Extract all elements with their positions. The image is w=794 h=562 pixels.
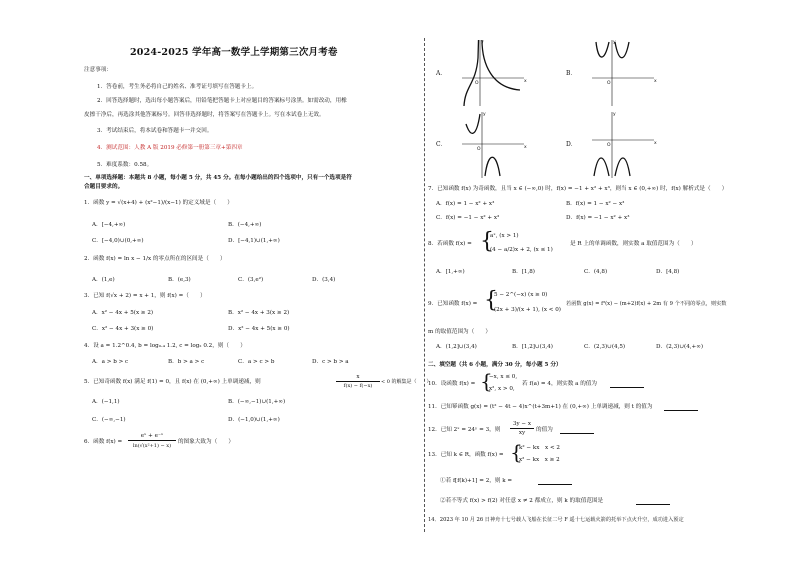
piecewise-case: k² − kx x < 2 (519, 445, 560, 451)
svg-text:y: y (483, 112, 486, 117)
answer-blank[interactable] (636, 499, 670, 505)
option-b: B．(−4,+∞) (228, 222, 262, 228)
column-divider (424, 38, 425, 532)
svg-text:x: x (524, 145, 527, 150)
page-title: 2024-2025 学年高一数学上学期第三次月考卷 (130, 47, 338, 58)
question-stem-cont: < 0 的解集是（ ） (381, 379, 432, 385)
brace-icon: { (480, 229, 494, 254)
option-c: C．(2,3)∪(4,5) (584, 344, 626, 350)
question-stem: 4．设 a = 1.2^0.4, b = log₀.₄ 1.2, c = log₂ 0.2，则（ ） (84, 343, 246, 349)
answer-blank[interactable] (538, 479, 572, 485)
notice-heading: 注意事项： (84, 67, 112, 73)
answer-blank[interactable] (560, 428, 594, 434)
graph-d (588, 110, 660, 180)
question-part-1: ①若 f[f(k)+1] = 2，则 k = (440, 478, 513, 484)
svg-text:O: O (607, 81, 611, 86)
question-stem: 11．已知幂函数 g(x) = (t² − 4t − 4)x^(t+3m+1) 在 (0,+∞) 上单调递减，则 t 的值为 (428, 404, 653, 410)
option-d: D．(−1,0)∪(1,+∞) (228, 417, 280, 423)
question-stem: 9．已知函数 f(x) = (428, 301, 478, 307)
svg-text:x: x (654, 141, 657, 146)
option-c: C．[−4,0)∪(0,+∞) (92, 238, 144, 244)
graph-label-d: D． (566, 141, 577, 148)
option-d: D．(3,4) (312, 277, 336, 283)
piecewise-case: (4 − a/2)x + 2, (x ≤ 1) (490, 247, 553, 253)
question-stem: 1．函数 y = √(x+4) + (x²−1)/(x−1) 的定义域是（ ） (84, 200, 233, 206)
section-heading: 一、单项选择题：本题共 8 小题，每小题 5 分，共 45 分。在每小题给出的四个选项中，只有一个选项是符 (84, 175, 352, 181)
section-heading: 二、填空题（共 6 小题，满分 30 分，每小题 5 分） (428, 362, 562, 368)
question-stem-cont: m 的取值范围为（ ） (428, 329, 492, 335)
brace-icon: { (480, 369, 493, 393)
option-a: A．(1,2]∪(3,4) (436, 344, 477, 350)
question-stem: 13．已知 k ∈ R，函数 f(x) = (428, 452, 504, 458)
answer-blank[interactable] (610, 382, 644, 388)
option-d: D．[4,8) (656, 269, 680, 275)
question-stem-cont: 的值为 (536, 427, 553, 433)
question-stem: 10．设函数 f(x) = (428, 381, 476, 387)
brace-icon: { (484, 288, 498, 313)
option-a: A．[1,+∞) (436, 269, 465, 275)
option-c: C．f(x) = −1 − x² + x³ (436, 215, 500, 221)
notice-item: 3．考试结束后，将本试卷和答题卡一并交回。 (97, 128, 213, 134)
piecewise-case: 5 − 2^(−x) (x ≥ 0) (494, 292, 548, 298)
option-c: C．(3,e²) (238, 277, 264, 283)
question-stem-cont: 若函数 g(x) = f²(x) − (m+2)f(x) + 2m 有 9 个不同的零点，则实数 (566, 301, 727, 307)
option-c: C．x² − 4x + 3(x ≥ 0) (92, 326, 154, 332)
option-a: A．[−4,+∞) (92, 222, 126, 228)
svg-text:x: x (654, 79, 657, 84)
svg-text:y: y (613, 40, 616, 45)
question-stem: 2．函数 f(x) = ln x − 1/x 的零点所在的区间是（ ） (84, 256, 226, 262)
question-stem: 6．函数 f(x) = (84, 439, 123, 445)
option-b: B．(−∞,−1)∪(1,+∞) (228, 399, 286, 405)
notice-item: 皮擦干净后，再选涂其他答案标号。回答非选择题时，将答案写在答题卡上。写在本试卷上无效。 (84, 112, 325, 118)
fraction-bar (336, 381, 380, 382)
notice-item: 2．回答选择题时，选出每小题答案后，用铅笔把答题卡上对应题目的答案标号涂黑。如需改动，用橡 (97, 98, 347, 104)
piecewise-case: x² − kx x ≥ 2 (519, 457, 560, 463)
fraction-numerator: x (356, 374, 360, 380)
option-c: C．a > c > b (238, 359, 275, 365)
option-d: D．(2,3)∪(4,+∞) (656, 344, 704, 350)
piecewise-case: x², x > 0, (489, 386, 515, 392)
option-d: D．x² − 4x + 5(x ≥ 0) (228, 326, 290, 332)
option-d: D．f(x) = −1 − x² + x³ (566, 215, 630, 221)
graph-label-c: C． (436, 141, 447, 148)
section-heading-cont: 合题目要求的。 (84, 184, 124, 190)
question-stem-cont: 的图象大致为（ ） (178, 439, 234, 445)
option-c: C．(4,8) (584, 269, 608, 275)
svg-text:y: y (481, 40, 484, 45)
question-stem: 7．已知函数 f(x) 为奇函数，且当 x ∈ (−∞,0) 时，f(x) = −1 + x² + x³，则当 x ∈ (0,+∞) 时，f(x) 解析式是（ ） (428, 186, 728, 192)
option-b: B．b > a > c (168, 359, 205, 365)
question-part-2: ②若不等式 f(x) > f(2) 对任意 x ≠ 2 都成立，则 k 的取值范围是 (440, 498, 604, 504)
question-stem-cont: 若 f(a) = 4，则实数 a 的值为 (522, 381, 597, 387)
graph-label-a: A． (436, 70, 447, 77)
question-stem: 8．若函数 f(x) = (428, 241, 472, 247)
piecewise-case: aˣ, (x > 1) (490, 233, 519, 239)
option-b: B．f(x) = 1 − x² − x³ (566, 201, 625, 207)
option-b: B．(e,3) (168, 277, 191, 283)
option-b: B．x² − 4x + 3(x ≥ 2) (228, 310, 290, 316)
option-d: D．c > b > a (312, 359, 349, 365)
fraction-numerator: 3y − x (512, 421, 532, 427)
fraction-bar (128, 440, 176, 441)
fraction-denominator: f(x) − f(−x) (343, 383, 373, 389)
answer-blank[interactable] (664, 405, 698, 411)
question-stem: 14．2023 年 10 月 26 日神舟十七号载人飞船在长征二号 F 遥十七运载火箭的托举下点火升空，成功进入预定 (428, 517, 684, 523)
notice-item-scope: 4．测试范围：人教 A 版 2019 必修第一册第三章+第四章 (97, 145, 243, 151)
option-b: B．[1,2]∪(3,4) (512, 344, 553, 350)
question-stem-cont: 是 R 上的单调函数，则实数 a 取值范围为（ ） (570, 241, 697, 247)
option-c: C．(−∞,−1) (92, 417, 126, 423)
svg-text:O: O (607, 143, 611, 148)
option-a: A．(1,e) (92, 277, 115, 283)
notice-item: 5．难度系数：0.58。 (97, 162, 153, 168)
svg-text:y: y (613, 112, 616, 117)
fraction-numerator: eˣ + e⁻ˣ (140, 433, 164, 439)
question-stem: 3．已知 f(√x + 2) = x + 1，则 f(x) =（ ） (84, 293, 206, 299)
graph-b (588, 38, 660, 108)
option-a: A．x² − 4x + 5(x ≥ 2) (92, 310, 154, 316)
notice-item: 1．答卷前，考生务必将自己的姓名、准考证号填写在答题卡上。 (97, 84, 258, 90)
option-a: A．(−1,1) (92, 399, 120, 405)
brace-icon: { (510, 440, 523, 464)
question-stem: 12．已知 2ˣ = 24ʸ = 3，则 (428, 427, 501, 433)
svg-text:O: O (477, 147, 481, 152)
fraction-denominator: xy (518, 430, 526, 436)
fraction-denominator: ln(√(x²+1) − x) (132, 443, 172, 449)
svg-text:x: x (524, 79, 527, 84)
piecewise-case: (2x + 3)/(x + 1), (x < 0) (494, 307, 561, 313)
option-b: B．[1,8) (512, 269, 535, 275)
option-d: D．[−4,1)∪(1,+∞) (228, 238, 280, 244)
graph-label-b: B． (566, 70, 577, 77)
svg-text:O: O (475, 81, 479, 86)
question-stem: 5．已知奇函数 f(x) 满足 f(1) = 0，且 f(x) 在 (0,+∞) 上单调递减，则 (84, 379, 261, 385)
fraction-bar (510, 428, 534, 429)
graph-a (458, 38, 530, 108)
option-a: A．f(x) = 1 − x² + x³ (436, 201, 495, 207)
piecewise-case: −x, x ≤ 0, (489, 374, 518, 380)
graph-c (458, 110, 530, 180)
option-a: A．a > b > c (92, 359, 129, 365)
